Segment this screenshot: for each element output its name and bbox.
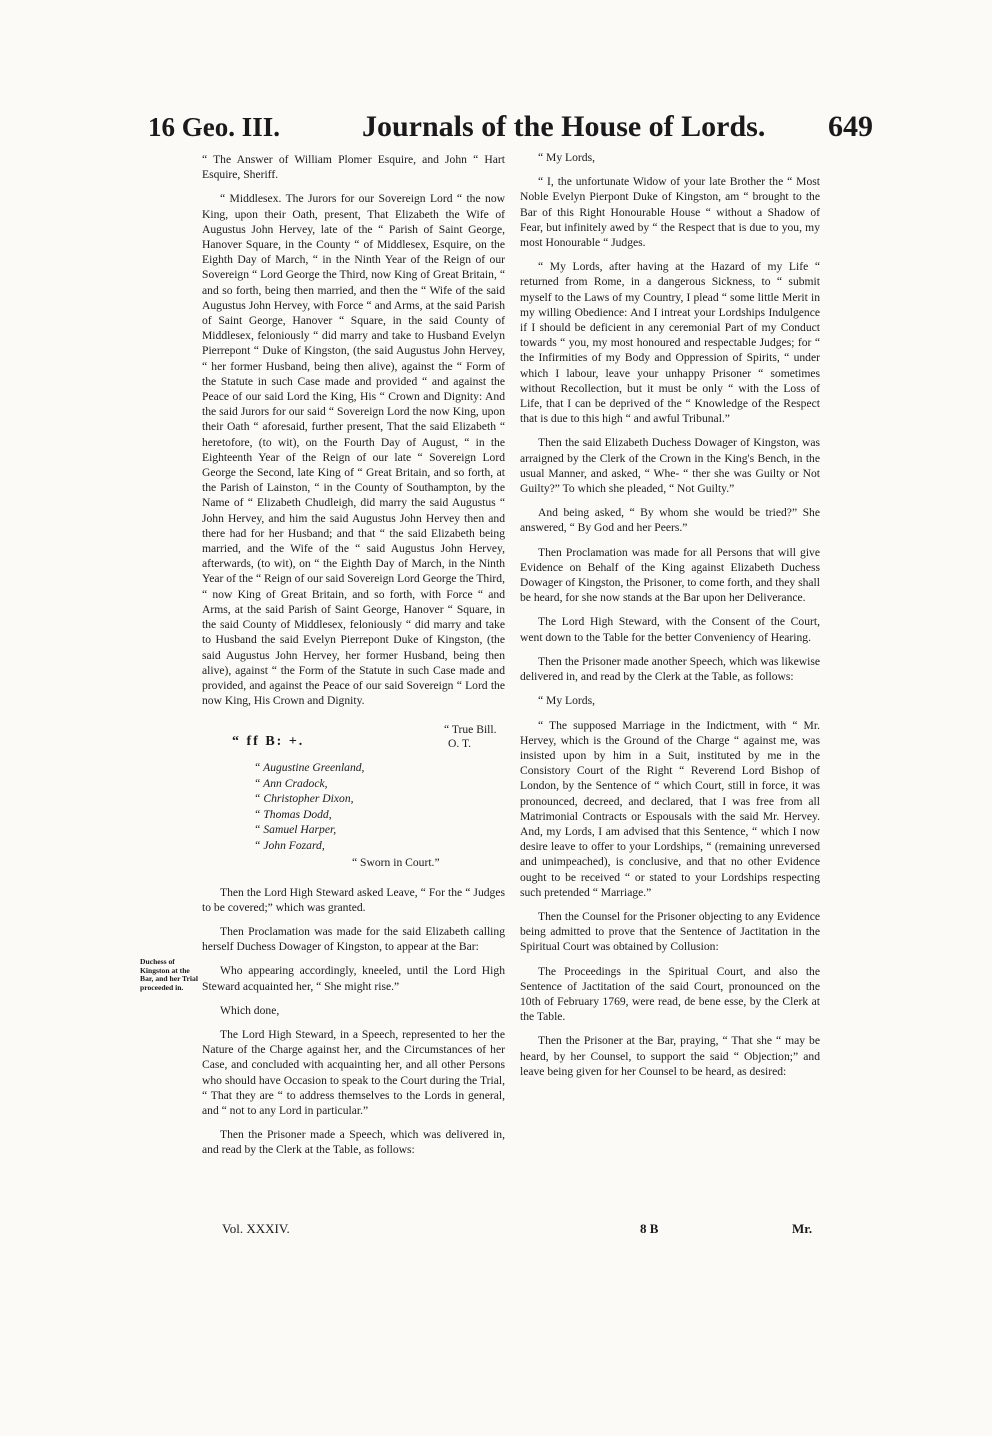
paragraph-tried: And being asked, “ By whom she would be tried?” She answered, “ By God and her Peers.” [520, 506, 820, 535]
juror-name: “ Augustine Greenland, [254, 761, 365, 775]
paragraph-proceedings-read: The Proceedings in the Spiritual Court, and also the Sentence of Jactitation of the said Court, pronounced on the 10th of February 1769, were read, de bene esse, by the Clerk at the Table. [520, 964, 820, 1024]
paragraph-another-speech: Then the Prisoner made another Speech, which was likewise delivered in, and read by the Clerk at the Table, as follows: [520, 654, 820, 684]
paragraph-proclamation-evidence: Then Proclamation was made for all Persons that will give Evidence on Behalf of the King against Elizabeth Duchess Dowager of Kingston, the Prisoner, to come forth, and they shall be heard, for she now stands at the Bar upon her Deliverance. [520, 545, 820, 605]
paragraph-arraigned: Then the said Elizabeth Duchess Dowager of Kingston, was arraigned by the Clerk of the Crown in the King's Bench, in the usual Manner, and asked, “ Whe- “ ther she was Guilty or Not Guilty?” To which she pleaded, “ Not Guilty.” [520, 436, 820, 496]
paragraph-proclamation-appear: Then Proclamation was made for the said Elizabeth calling herself Duchess Dowager of Kingston, to appear at the Bar: [202, 924, 505, 954]
margin-note: Duchess of Kingston at the Bar, and her Trial proceeded in. [140, 957, 198, 992]
left-column [202, 152, 505, 1167]
juror-name: “ Samuel Harper, [254, 823, 337, 837]
juror-list [254, 760, 505, 853]
paragraph-steward-table: The Lord High Steward, with the Consent of the Court, went down to the Table for the better Conveniency of Hearing. [520, 615, 820, 644]
speech-paragraph: “ My Lords, after having at the Hazard of my Life “ returned from Rome, in a dangerous Sickness, to “ submit myself to the Laws of my Country, I plead “ some little Merit in my willing Obedience: And I intreat your Lordships Indulgence if I should be deficient in any ceremonial Part of my Conduct towards “ you, my most honoured and respectable Judges; for “ the Infirmities of my Body and Oppression of Spirits, “ under which I labour, leave your unhappy Prisoner “ sometimes without Recollection, but it must be only “ with the Loss of Life, that I can be deprived of the “ Knowledge of the Respect that is due to this high “ and awful Tribunal.” [520, 260, 820, 426]
foreman-initials: O. T. [448, 737, 472, 751]
paragraph-which-done: Which done, [220, 1003, 280, 1017]
printer-signature: 8 B [640, 1221, 659, 1236]
paragraph-counsel-objecting: Then the Counsel for the Prisoner objecting to any Evidence being admitted to prove that the Sentence of Jactitation in the Spiritual Court was obtained by Collusion: [520, 909, 820, 954]
sworn-in-court: “ Sworn in Court.” [352, 856, 440, 870]
salutation: “ My Lords, [538, 694, 595, 708]
volume-label: Vol. XXXIV. [222, 1221, 290, 1236]
page-title: Journals of the House of Lords. [362, 110, 766, 143]
paragraph-judges-covered: Then the Lord High Steward asked Leave, “ For the “ Judges to be covered;” which was granted. [202, 885, 505, 914]
juror-name: “ Thomas Dodd, [254, 807, 332, 821]
juror-name: “ John Fozard, [254, 838, 325, 852]
signature-mark: “ ff B: +. [232, 734, 305, 750]
paragraph-prisoner-speech: Then the Prisoner made a Speech, which was delivered in, and read by the Clerk at the Table, as follows: [202, 1128, 505, 1157]
speech-paragraph: “ The supposed Marriage in the Indictment, with “ Mr. Hervey, which is the Ground of the Charge “ against me, was insisted upon by him in a Suit, instituted by me in the Consistory Court of the Right “ Reverend Lord Bishop of London, by the Sentence of “ which Court, still in force, it was pronounced, decreed, and declared, that I was free from all Matrimonial Contracts or Espousals with the said Mr. Hervey. And, my Lords, I am advised that this Sentence, “ which I now desire leave to offer to your Lordships, “ (remaining unreversed and unimpeached), is conclusive, and that no other Evidence ought to be received “ or stated to your Lordships respecting such pretended “ Marriage.” [520, 718, 820, 899]
answer-heading: “ The Answer of William Plomer Esquire, and John “ Hart Esquire, Sheriff. [202, 153, 505, 182]
catchword: Mr. [792, 1221, 813, 1236]
indictment-text: “ Middlesex. The Jurors for our Sovereign Lord “ the now King, upon their Oath, present, That Elizabeth the Wife of Augustus John Hervey, late of the “ Parish of Saint George, Hanover Square, in the County “ of Middlesex, Esquire, on the Eighth Day of March, “ in the Ninth Year of the Reign of our Sovereign “ Lord George the Third, now King of Great Britain, “ and so forth, being then married, and then the “ Wife of the said Augustus John Hervey, with Force “ and Arms, at the said Parish of Saint George, Hanover “ Square, in the said County of Middlesex, feloniously “ did marry and take to Husband Evelyn Pierrepont “ Duke of Kingston, (the said Augustus John Hervey, “ her former Husband, being then alive), against the “ Form of the Statute in such Case made and provided “ and against the Peace of our said Lord the King, His “ Crown and Dignity: And the said Jurors for our said “ Sovereign Lord the now King, upon their Oath “ aforesaid, further present, That the said Elizabeth “ heretofore, (to wit), on the Fourth Day of August, “ in the Eighteenth Year of the Reign of our late “ Sovereign Lord George the Second, late King of “ Great Britain, and so forth, at the Parish of Lainston, “ in the County of Southampton, by the Name of “ Elizabeth Chudleigh, did marry the said Augustus “ John Hervey, and him the said Augustus John Hervey then and there had for her Husband; and that “ the said Elizabeth being married, and the Wife of the “ said Augustus John Hervey, afterwards, (to wit), on “ the Eighth Day of March, in the Ninth Year of the “ Reign of our said Sovereign Lord George the Third, “ now King of Great Britain, and so forth, with Force “ and Arms, at the said Parish of Saint George, Hanover “ Square, in the said County of Middlesex, feloniously “ did marry and take to Husband the said Evelyn Pierrepont Duke of Kingston, (the said Augustus John Hervey, her former Husband, being then alive), against “ the Form of the Statute in such Case made and provided, and against the Peace of our said Sovereign “ Lord the now King, His Crown and Dignity. [202, 192, 505, 708]
speech-paragraph: “ I, the unfortunate Widow of your late Brother the “ Most Noble Evelyn Pierpont Duke of Kingston, am “ brought to the Bar of this Right Honourable House “ without a Shadow of Fear, but infinitely awed by “ the Respect that is due to you, my most Honourable “ Judges. [520, 175, 820, 250]
salutation: “ My Lords, [538, 151, 595, 164]
juror-name: “ Christopher Dixon, [254, 792, 354, 806]
page-number: 649 [828, 110, 873, 143]
juror-name: “ Ann Cradock, [254, 776, 328, 790]
true-bill-label: “ True Bill. [444, 723, 497, 737]
regnal-year: 16 Geo. III. [148, 112, 281, 142]
right-column [520, 150, 820, 1088]
paragraph-prisoner-praying: Then the Prisoner at the Bar, praying, “ That she “ may be heard, by her Counsel, to support the said “ Objection;” and leave being given for her Counsel to be heard, as desired: [520, 1034, 820, 1078]
bill-endorsement [202, 722, 505, 750]
paragraph-kneeled: Who appearing accordingly, kneeled, until the Lord High Steward acquainted her, “ She might rise.” [202, 964, 505, 993]
paragraph-steward-speech: The Lord High Steward, in a Speech, represented to her the Nature of the Charge against her, and the Circumstances of her Case, and concluded with acquainting her, and all other Persons who should have Occasion to speak to the Court during the Trial, “ That they are “ to address themselves to the Lords in general, and “ not to any Lord in particular.” [202, 1027, 505, 1117]
